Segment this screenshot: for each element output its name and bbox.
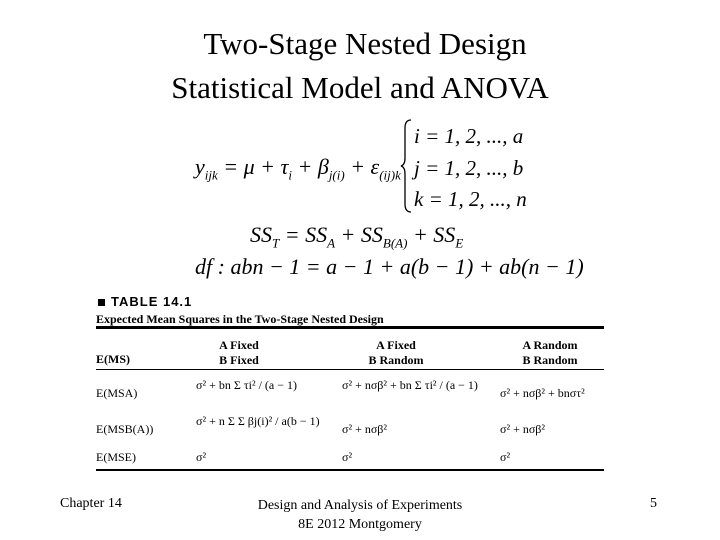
table-cell: σ² + nσβ²	[342, 422, 388, 436]
square-bullet-icon	[98, 299, 105, 306]
slide-title-line-2: Statistical Model and ANOVA	[171, 70, 549, 105]
column-header-3: A Random B Random	[522, 338, 578, 367]
table-row-name: E(MSB(A))	[96, 422, 154, 436]
index-range-i: i = 1, 2, ..., a	[414, 124, 524, 148]
sum-of-squares-equation: $SS_T = SS_A + SS_{B(A)} + SS_E$	[250, 222, 464, 251]
footer-book-title: Design and Analysis of Experiments 8E 2012 Montgomery	[257, 498, 463, 532]
table-bottom-rule	[96, 469, 604, 471]
table-header-rule	[96, 369, 604, 370]
table-cell: σ² + nσβ² + bn Σ τi² / (a − 1)	[342, 378, 478, 392]
degrees-of-freedom-equation: df : abn − 1 = a − 1 + a(b − 1) + ab(n − 1)	[195, 254, 584, 279]
table-top-rule	[96, 326, 604, 329]
table-cell: σ² + bn Σ τi² / (a − 1)	[196, 378, 297, 392]
table-row-header: E(MS)	[96, 352, 130, 366]
table-cell: σ²	[342, 450, 353, 464]
table-caption: Expected Mean Squares in the Two-Stage Nested Design	[96, 312, 384, 326]
table-cell: σ²	[196, 450, 207, 464]
table-cell: σ² + nσβ²	[500, 422, 546, 436]
column-header-1: A Fixed B Fixed	[219, 338, 259, 367]
index-range-k: k = 1, 2, ..., n	[414, 187, 527, 211]
footer-chapter: Chapter 14	[60, 496, 122, 511]
table-cell: σ² + nσβ² + bnστ²	[500, 386, 585, 400]
table-cell: σ² + n Σ Σ βj(i)² / a(b − 1)	[196, 414, 320, 428]
brace-symbol	[400, 118, 412, 214]
slide-title-line-1: Two-Stage Nested Design	[203, 26, 527, 61]
table-label: TABLE 14.1	[98, 294, 192, 309]
index-range-j: j = 1, 2, ..., b	[414, 156, 524, 180]
expected-mean-squares-table	[88, 284, 620, 484]
column-header-2: A Fixed B Random	[368, 338, 424, 367]
table-cell: σ²	[500, 450, 511, 464]
model-equation: $y_{ijk} = \mu + \tau_i + \beta_{j(i)} + \varepsilon_{(ij)k}$	[195, 154, 401, 183]
table-row-name: E(MSE)	[96, 450, 136, 464]
table-row-name: E(MSA)	[96, 386, 138, 400]
page-number: 5	[650, 496, 657, 511]
